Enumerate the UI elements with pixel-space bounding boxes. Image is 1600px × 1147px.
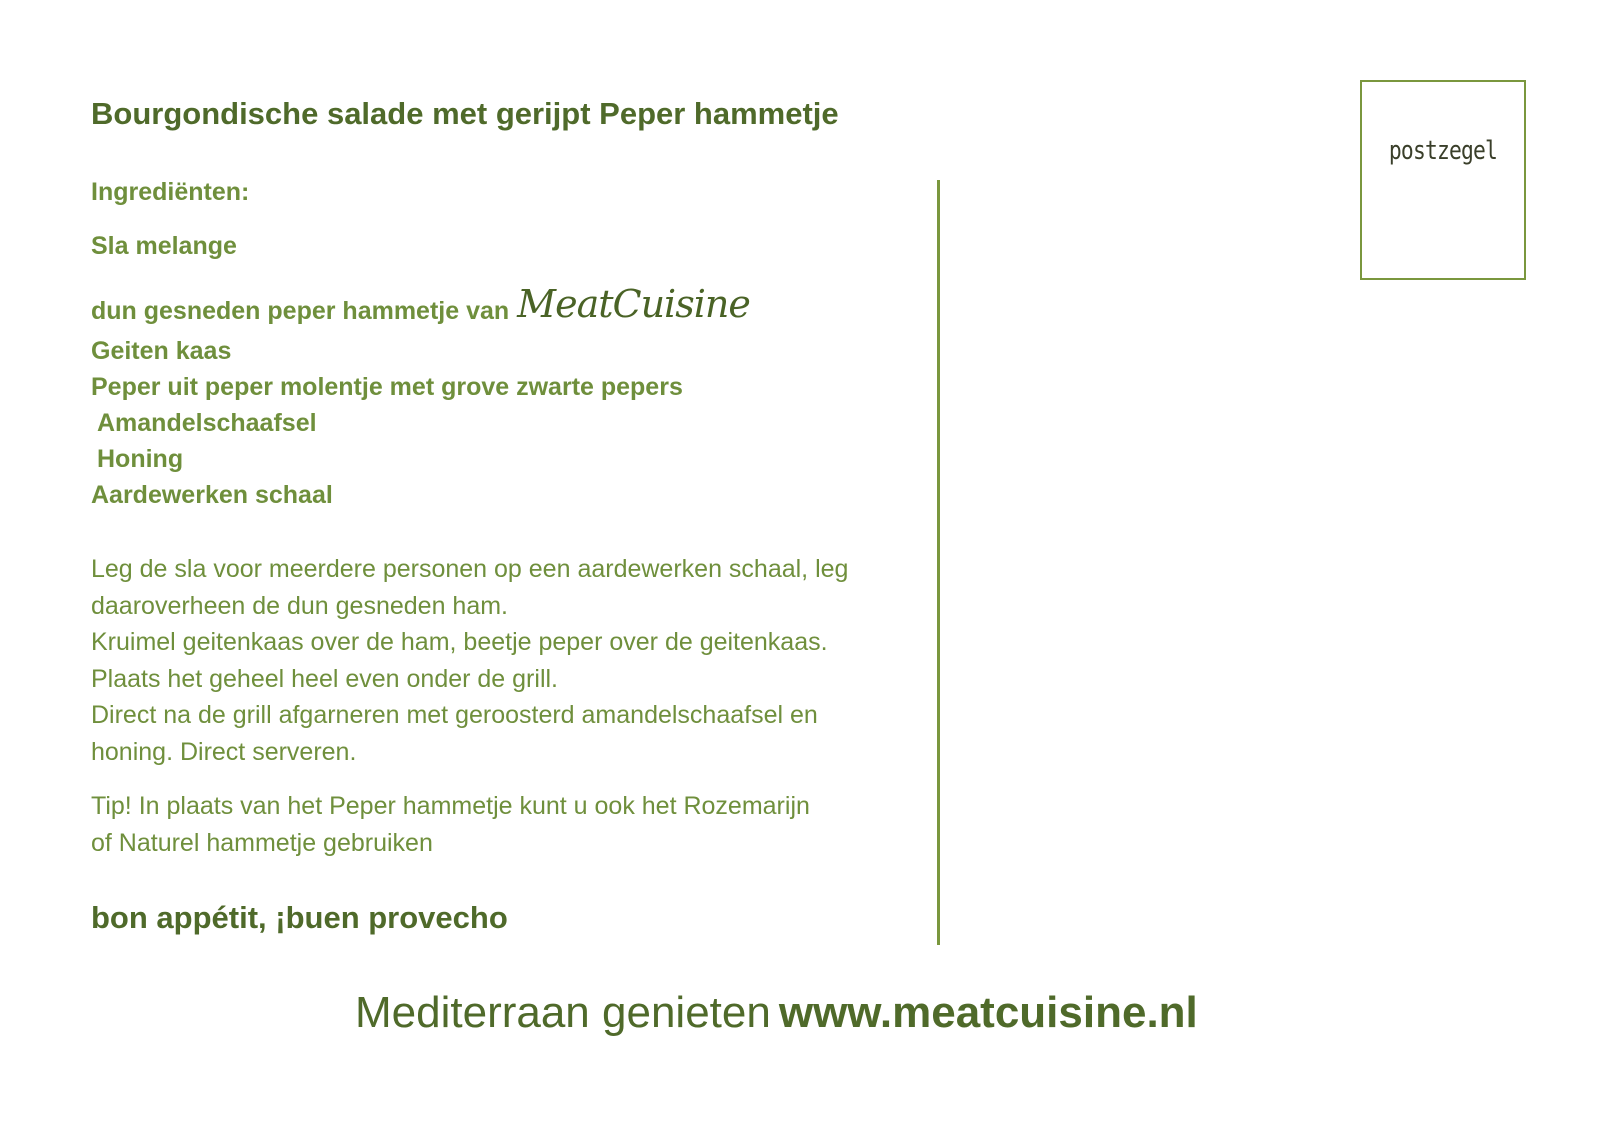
postcard-divider xyxy=(937,180,940,945)
ingredient-item-with-brand xyxy=(91,284,750,328)
instruction-line: Plaats het geheel heel even onder de grill. xyxy=(91,664,558,693)
footer-url: www.meatcuisine.nl xyxy=(778,988,1198,1037)
tip-paragraph xyxy=(91,788,911,861)
ingredient-item: Peper uit peper molentje met grove zwarte pepers xyxy=(91,373,683,401)
ingredient-item: Aardewerken schaal xyxy=(91,481,333,509)
ingredient-item: Honing xyxy=(97,445,184,473)
instruction-line: Kruimel geitenkaas over de ham, beetje peper over de geitenkaas. xyxy=(91,628,828,656)
ingredient-item: Amandelschaafsel xyxy=(97,409,317,437)
instruction-line: daaroverheen de dun gesneden ham. xyxy=(91,591,508,620)
footer xyxy=(355,988,1198,1038)
instruction-line: Leg de sla voor meerdere personen op een aardewerken schaal, leg xyxy=(91,555,849,583)
stamp-label: postzegel xyxy=(1388,136,1498,166)
instruction-line: honing. Direct serveren. xyxy=(91,737,357,766)
ingredient-item: Sla melange xyxy=(91,232,237,260)
recipe-title: Bourgondische salade met gerijpt Peper hammetje xyxy=(91,96,839,131)
closing-greeting: bon appétit, ¡buen provecho xyxy=(91,900,508,935)
meatcuisine-logo: MeatCuisine xyxy=(517,282,750,326)
instructions-paragraph xyxy=(91,551,911,770)
tip-line: of Naturel hammetje gebruiken xyxy=(91,828,433,857)
ingredient-item: Geiten kaas xyxy=(91,337,232,365)
instruction-line: Direct na de grill afgarneren met geroosterd amandelschaafsel en xyxy=(91,701,818,729)
footer-tagline: Mediterraan genieten xyxy=(355,988,771,1037)
ingredient-item-label: dun gesneden peper hammetje van xyxy=(91,297,510,325)
stamp-placeholder xyxy=(1360,80,1526,280)
tip-line: Tip! In plaats van het Peper hammetje kunt u ook het Rozemarijn xyxy=(91,792,810,820)
ingredients-heading: Ingrediënten: xyxy=(91,178,250,206)
